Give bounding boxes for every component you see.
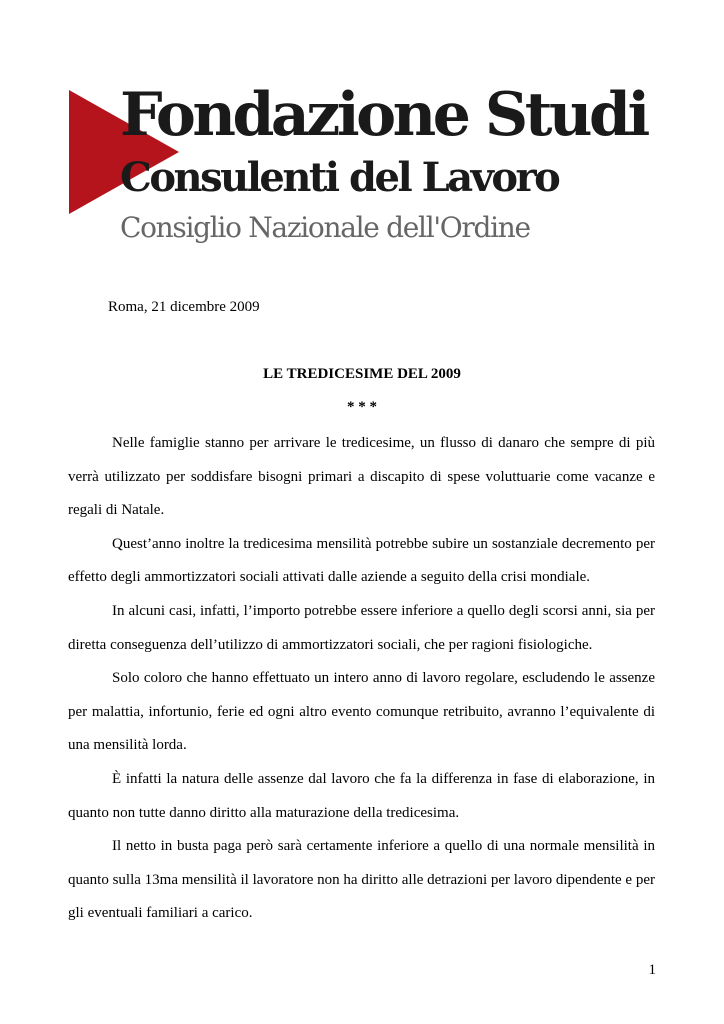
paragraph: Solo coloro che hanno effettuato un intero anno di lavoro regolare, escludendo le assenze per malattia, infortunio, ferie ed ogni altro evento comunque retribuito, avranno l’equivalente di una mensilità lorda. (68, 670, 655, 754)
section-separator: * * * (347, 399, 377, 415)
document-body (68, 427, 655, 931)
logo-title: Fondazione Studi (120, 80, 647, 150)
logo-tagline: Consiglio Nazionale dell'Ordine (120, 211, 530, 244)
logo-subtitle: Consulenti del Lavoro (120, 154, 559, 201)
page-number: 1 (648, 962, 656, 978)
dateline: Roma, 21 dicembre 2009 (108, 299, 260, 315)
foundation-logo (0, 0, 724, 270)
paragraph: In alcuni casi, infatti, l’importo potrebbe essere inferiore a quello degli scorsi anni, sia per diretta conseguenza dell’utilizzo di ammortizzatori sociali, che per ragioni fisiologiche. (68, 602, 655, 653)
paragraph: Nelle famiglie stanno per arrivare le tredicesime, un flusso di danaro che sempre di più verrà utilizzato per soddisfare bisogni primari a discapito di spese voluttuarie come vacanze e regali di Natale. (68, 435, 655, 519)
document-title: LE TREDICESIME DEL 2009 (263, 366, 461, 382)
paragraph: Quest’anno inoltre la tredicesima mensilità potrebbe subire un sostanziale decremento per effetto degli ammortizzatori sociali attivati dalle aziende a seguito della crisi mondiale. (68, 535, 655, 586)
paragraph: È infatti la natura delle assenze dal lavoro che fa la differenza in fase di elaborazione, in quanto non tutte danno diritto alla maturazione della tredicesima. (68, 770, 655, 821)
paragraph: Il netto in busta paga però sarà certamente inferiore a quello di una normale mensilità in quanto sulla 13ma mensilità il lavoratore non ha diritto alle detrazioni per lavoro dipendente e per gli eventuali familiari a carico. (68, 838, 655, 922)
